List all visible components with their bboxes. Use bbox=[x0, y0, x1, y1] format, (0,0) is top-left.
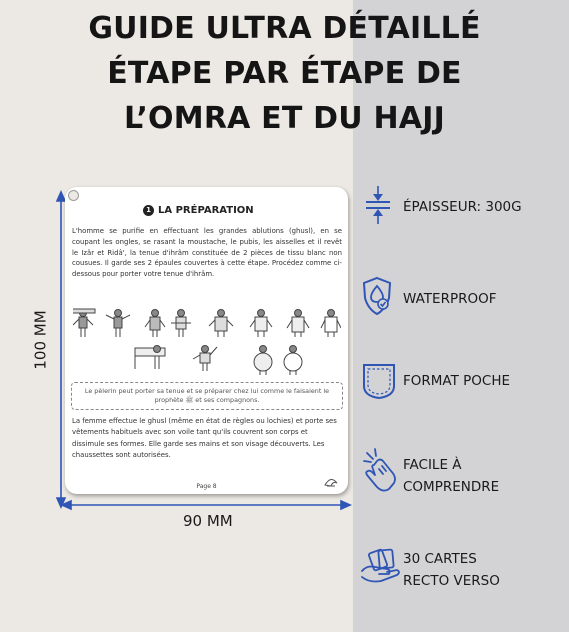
figure-step-2 bbox=[106, 310, 130, 338]
pocket-icon bbox=[361, 362, 397, 400]
feature-easy-label-line1: FACILE À bbox=[403, 457, 462, 473]
feature-easy-label-line2: COMPRENDRE bbox=[403, 479, 500, 495]
figure-step-11 bbox=[254, 346, 272, 376]
feature-pocket-label: FORMAT POCHE bbox=[403, 373, 511, 389]
horizontal-dimension-arrow bbox=[62, 501, 350, 509]
feature-cards-label-line2: RECTO VERSO bbox=[403, 573, 500, 589]
vertical-dimension-arrow bbox=[57, 192, 65, 507]
feature-thickness-label: ÉPAISSEUR: 300G bbox=[403, 199, 522, 215]
figure-step-9 bbox=[135, 346, 165, 370]
card-ring-hole bbox=[68, 190, 79, 201]
card-page-number: Page 8 bbox=[196, 483, 217, 490]
height-dimension-label: 100 MM bbox=[31, 310, 50, 370]
thickness-icon bbox=[365, 186, 391, 224]
tap-hand-icon bbox=[361, 447, 401, 493]
waterproof-shield-icon bbox=[361, 276, 393, 316]
card-logo-icon bbox=[323, 473, 339, 489]
figure-step-5 bbox=[209, 310, 233, 338]
card-heading bbox=[143, 205, 254, 216]
guide-card bbox=[65, 187, 348, 494]
title-line-3: L’OMRA ET DU HAJJ bbox=[124, 101, 445, 136]
cards-hand-icon bbox=[359, 547, 403, 585]
feature-waterproof-label: WATERPROOF bbox=[403, 291, 497, 307]
card-heading-text: LA PRÉPARATION bbox=[158, 205, 254, 216]
ihram-steps-illustration bbox=[73, 307, 341, 377]
figure-step-4 bbox=[171, 310, 191, 338]
step-number-badge: 1 bbox=[143, 205, 154, 216]
title-line-1: GUIDE ULTRA DÉTAILLÉ bbox=[88, 11, 481, 46]
page-title bbox=[0, 6, 569, 141]
figure-step-10 bbox=[193, 346, 217, 372]
width-dimension-label: 90 MM bbox=[183, 512, 233, 530]
title-line-2: ÉTAPE PAR ÉTAPE DE bbox=[107, 56, 462, 91]
card-paragraph-men: L'homme se purifie en effectuant les grandes ablutions (ghusl), en se coupant les ongles, se rasant la moustache, le pubis, les aisselles et il revêt le Izâr et Ridâ', la tenue d'ihrâm constituée de 2 pièces de tissu blanc non cousues. Il garde ses 2 épaules couvertes à cette étape. Procédez comme ci-dessous pour porter votre tenue d'ihrâm. bbox=[72, 227, 342, 279]
figure-step-6 bbox=[250, 310, 272, 338]
card-paragraph-women: La femme effectue le ghusl (même en état de règles ou lochies) et porte ses vêtements habituels avec son voile tant qu'ils couvrent son corps et dissimule ses formes. Elle garde ses mains et son visage découverts. Les chaussettes sont autorisées. bbox=[72, 417, 337, 459]
card-note-text: Le pèlerin peut porter sa tenue et se préparer chez lui comme le faisaient le prophète ﷺ et ses compagnons. bbox=[84, 387, 330, 404]
figure-step-3 bbox=[145, 310, 165, 338]
feature-cards-label-line1: 30 CARTES bbox=[403, 551, 477, 567]
card-note-box bbox=[71, 382, 343, 410]
figure-step-8 bbox=[321, 310, 341, 338]
figure-step-7 bbox=[287, 310, 309, 338]
figure-step-12 bbox=[284, 346, 302, 376]
figure-step-1 bbox=[73, 309, 95, 337]
